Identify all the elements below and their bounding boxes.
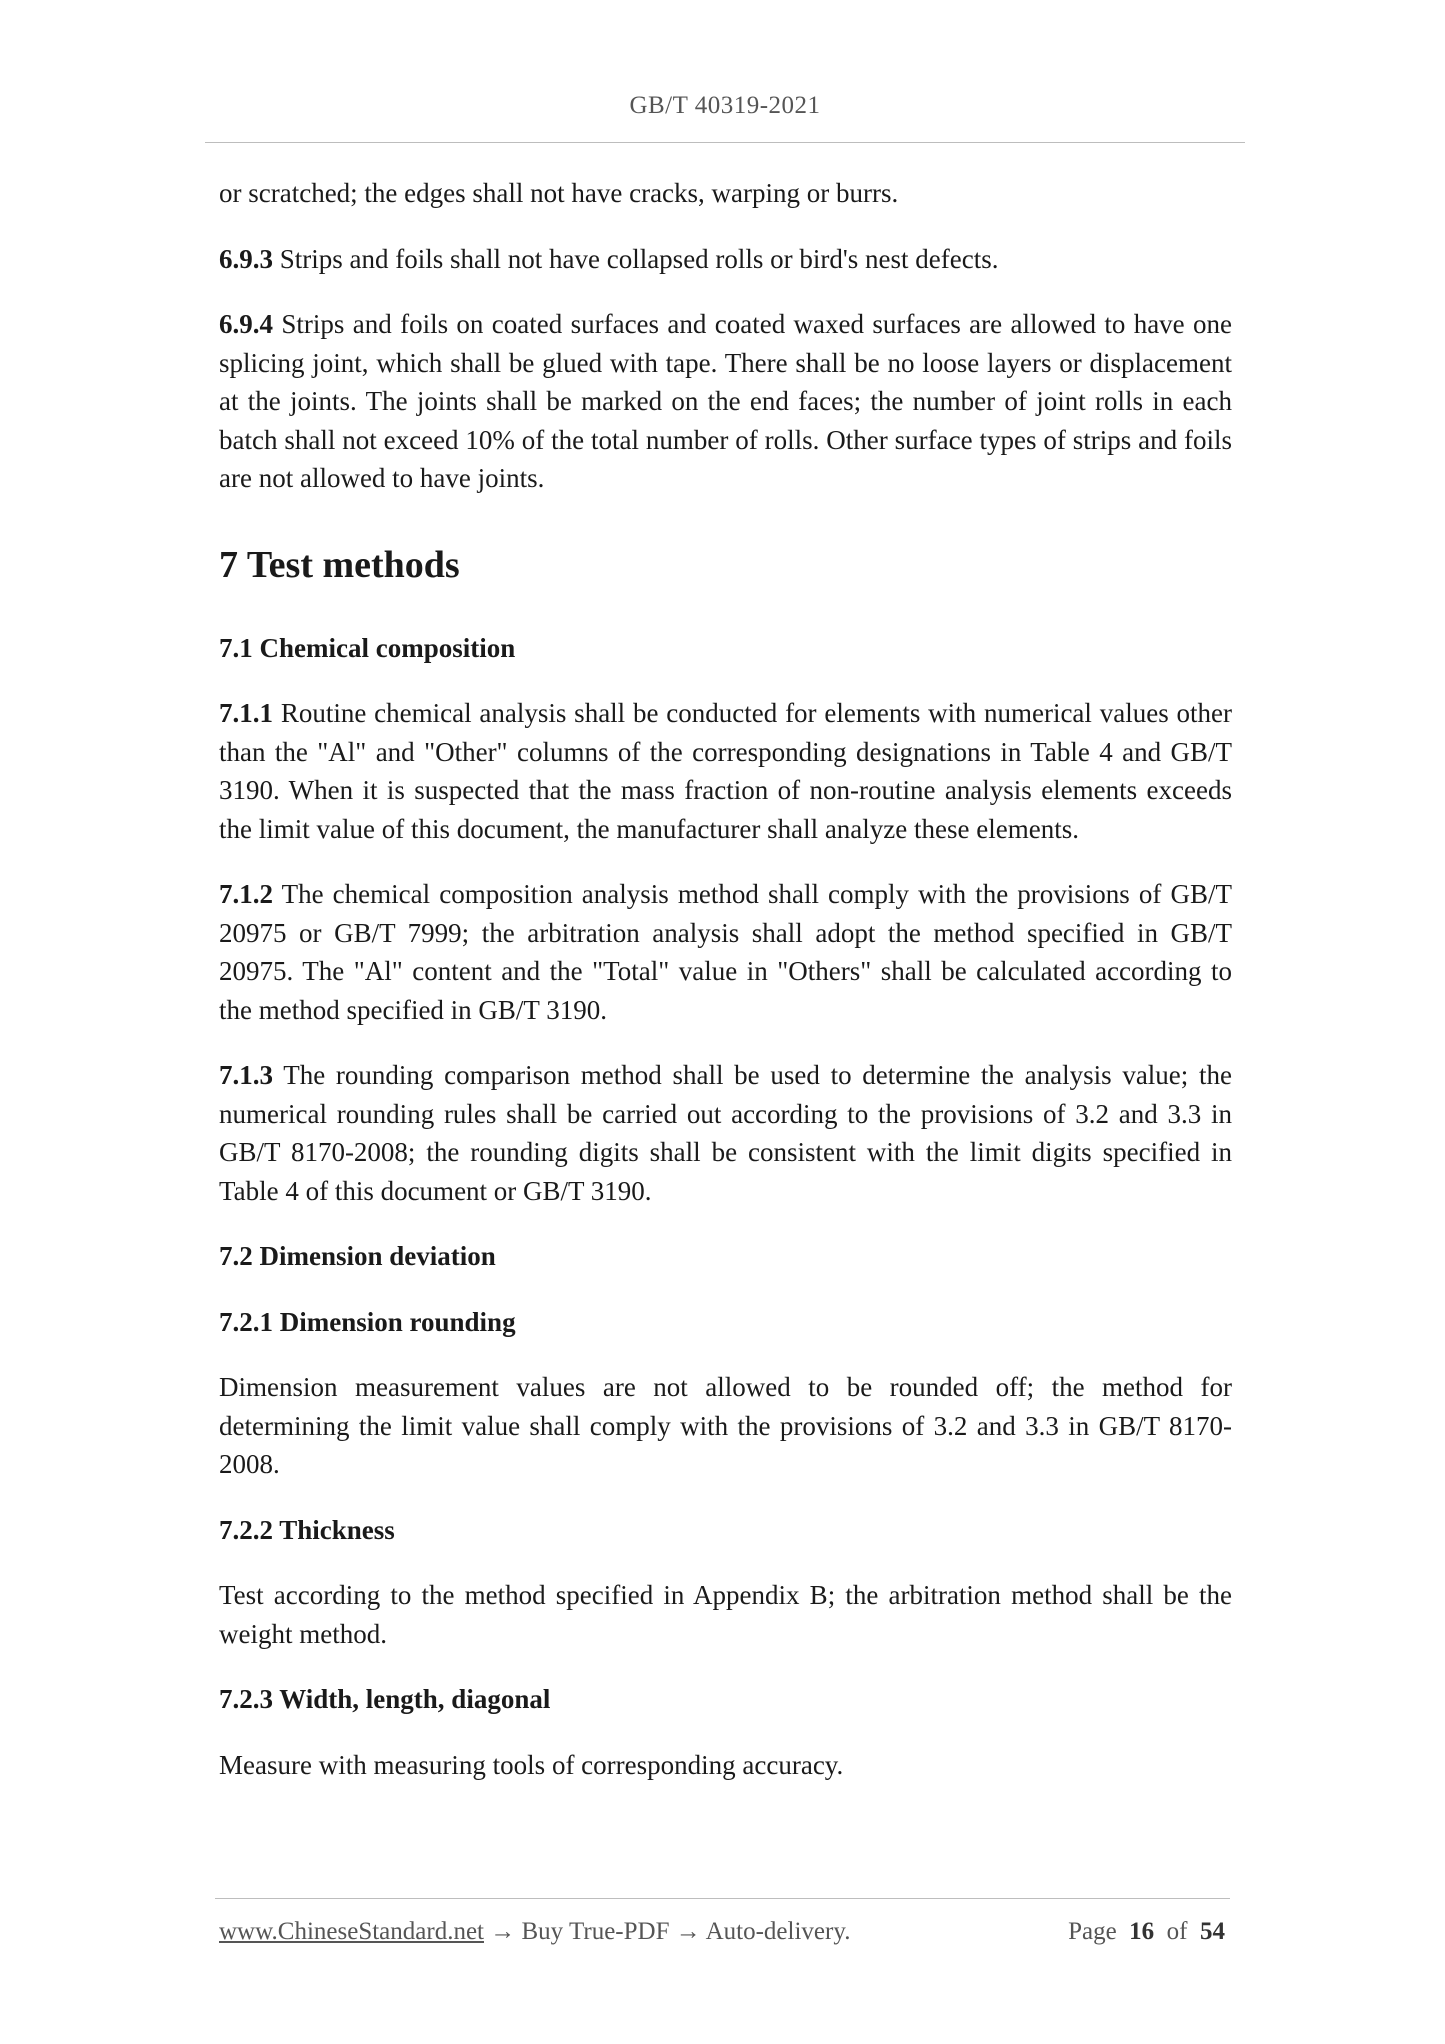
clause-number: 6.9.3	[219, 243, 273, 274]
document-body	[219, 174, 1232, 1811]
clause-7-1-1	[219, 694, 1232, 848]
paragraph-text: Dimension measurement values are not allowed to be rounded off; the method for determining the limit value shall comply with the provisions of 3.2 and 3.3 in GB/T 8170-2008.	[219, 1372, 1232, 1479]
clause-6-9-4	[219, 305, 1232, 498]
clause-number: 6.9.4	[219, 309, 273, 339]
clause-7-1-3	[219, 1056, 1232, 1210]
page-number	[1068, 1918, 1225, 1946]
paragraph-dimension-rounding	[219, 1368, 1232, 1484]
clause-text: The chemical composition analysis method shall comply with the provisions of GB/T 20975 or GB/T 7999; the arbitration analysis shall adopt the method specified in GB/T 20975. The "Al" content and the "Total" value in "Others" shall be calculated according to the method specified in GB/T 3190.	[219, 879, 1232, 1025]
page-label: Page	[1068, 1918, 1117, 1945]
paragraph-thickness	[219, 1576, 1232, 1653]
paragraph-text: Test according to the method specified in Appendix B; the arbitration method shall be the weight method.	[219, 1580, 1232, 1649]
site-link[interactable]: www.ChineseStandard.net	[219, 1918, 484, 1945]
page-of-label: of	[1166, 1918, 1188, 1945]
paragraph-width-length-diagonal	[219, 1746, 1232, 1785]
header-divider	[205, 142, 1245, 143]
section-heading-chemical-composition: 7.1 Chemical composition	[219, 632, 516, 663]
clause-7-1-2	[219, 875, 1232, 1029]
clause-6-9-3	[219, 240, 1232, 279]
subsection-heading-width-length-diagonal: 7.2.3 Width, length, diagonal	[219, 1684, 551, 1714]
paragraph-text: or scratched; the edges shall not have cracks, warping or burrs.	[219, 178, 899, 208]
page-header-title: GB/T 40319-2021	[629, 92, 821, 119]
clause-number: 7.1.3	[219, 1060, 273, 1090]
auto-delivery-text: Auto-delivery.	[705, 1918, 851, 1945]
arrow-icon: →	[669, 1918, 706, 1945]
paragraph-text: Measure with measuring tools of corresponding accuracy.	[219, 1749, 844, 1780]
paragraph-continued	[219, 174, 1232, 213]
footer-promo	[219, 1918, 850, 1946]
clause-number: 7.1.1	[219, 698, 273, 728]
arrow-icon: →	[484, 1918, 522, 1945]
footer-divider	[215, 1898, 1230, 1899]
subsection-heading-thickness: 7.2.2 Thickness	[219, 1514, 395, 1545]
chapter-heading-test-methods: 7 Test methods	[219, 543, 460, 586]
clause-text: Routine chemical analysis shall be conducted for elements with numerical values other than the "Al" and "Other" columns of the corresponding designations in Table 4 and GB/T 3190. When it is suspected that the mass fraction of non-routine analysis elements exceeds the limit value of this document, the manufacturer shall analyze these elements.	[219, 698, 1232, 844]
page-current: 16	[1129, 1918, 1155, 1945]
subsection-heading-dimension-rounding: 7.2.1 Dimension rounding	[219, 1306, 516, 1337]
clause-text: Strips and foils on coated surfaces and coated waxed surfaces are allowed to have one splicing joint, which shall be glued with tape. There shall be no loose layers or displacement at the joints. The joints shall be marked on the end faces; the number of joint rolls in each batch shall not exceed 10% of the total number of rolls. Other surface types of strips and foils are not allowed to have joints.	[219, 309, 1232, 493]
page-total: 54	[1200, 1918, 1225, 1945]
clause-number: 7.1.2	[219, 879, 273, 909]
clause-text: Strips and foils shall not have collapsed rolls or bird's nest defects.	[273, 243, 999, 274]
buy-pdf-text: Buy True-PDF	[521, 1918, 670, 1945]
clause-text: The rounding comparison method shall be used to determine the analysis value; the numerical rounding rules shall be carried out according to the provisions of 3.2 and 3.3 in GB/T 8170-2008; the rounding digits shall be consistent with the limit digits specified in Table 4 of this document or GB/T 3190.	[219, 1060, 1232, 1206]
section-heading-dimension-deviation: 7.2 Dimension deviation	[219, 1241, 496, 1271]
